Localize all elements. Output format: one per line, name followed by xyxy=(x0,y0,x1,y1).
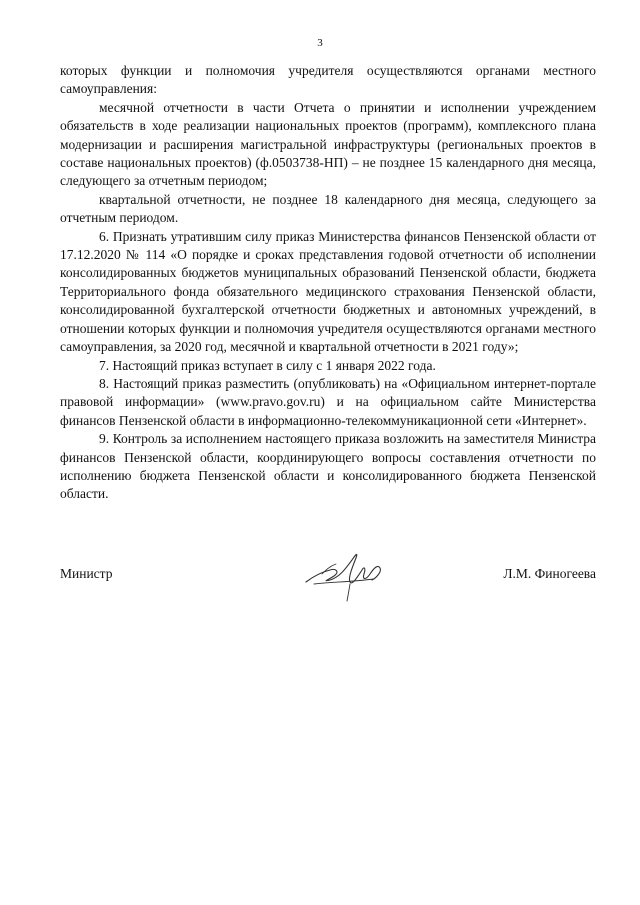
handwritten-signature xyxy=(300,546,392,604)
paragraph-item-8: 8. Настоящий приказ разместить (опубликовать) на «Официальном интернет-портале правовой информации» (www.pravo.gov.ru) и на официальном сайте Министерства финансов Пензенской области в информационно-телекоммуникационной сети «Интернет». xyxy=(60,375,596,428)
paragraph-quarterly-reporting: квартальной отчетности, не позднее 18 календарного дня месяца, следующего за отчетным периодом. xyxy=(60,191,596,226)
paragraph-monthly-reporting: месячной отчетности в части Отчета о принятии и исполнении учреждением обязательств в ходе реализации национальных проектов (программ), комплексного плана модернизации и расширения магистральной инфраструктуры (региональных проектов в составе национальных проектов) (ф.0503738-НП) – не позднее 15 календарного дня месяца, следующего за отчетным периодом; xyxy=(60,99,596,189)
paragraph-item-7: 7. Настоящий приказ вступает в силу с 1 января 2022 года. xyxy=(99,357,436,373)
paragraph-continuation: которых функции и полномочия учредителя осуществляются органами местного самоуправления: xyxy=(60,63,596,97)
paragraph-item-9: 9. Контроль за исполнением настоящего приказа возложить на заместителя Министра финансов Пензенской области, координирующего вопросы составления отчетности по исполнению бюджета Пензенской области и консолидированного бюджета Пензенской области. xyxy=(60,431,596,502)
paragraph-item-6: 6. Признать утратившим силу приказ Министерства финансов Пензенской области от 17.12.2020 № 114 «О порядке и сроках представления годовой отчетности об исполнении консолидированных бюджетов муниципальных образований Пензенской области, бюджета Территориального фонда обязательного медицинского страхования Пензенской области, консолидированной бухгалтерской отчетности бюджетных и автономных учреждений, в отношении которых функции и полномочия учредителя осуществляются органами местного самоуправления, за 2020 год, месячной и квартальной отчетности в 2021 году»; xyxy=(60,228,596,355)
signatory-title: Министр xyxy=(60,566,113,581)
signatory-name: Л.М. Финогеева xyxy=(503,566,596,581)
page-number: 3 xyxy=(317,37,323,49)
document-body xyxy=(60,62,596,504)
signature-block xyxy=(60,558,596,598)
